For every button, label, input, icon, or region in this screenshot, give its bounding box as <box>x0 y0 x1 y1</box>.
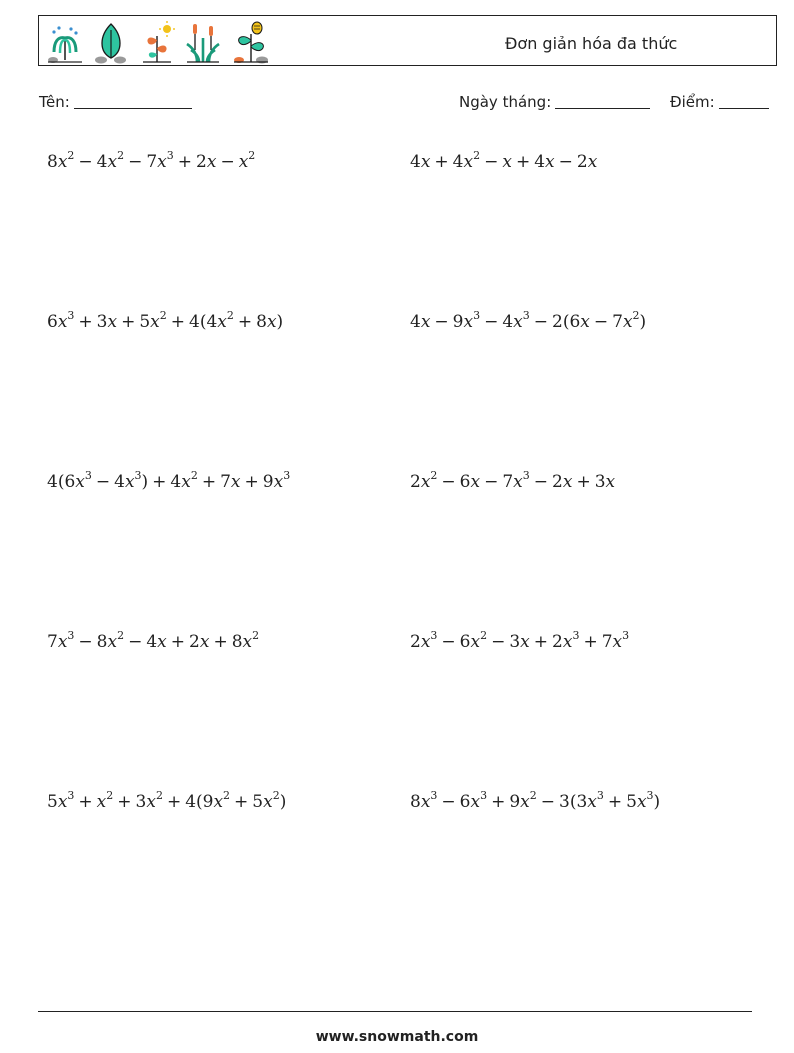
operator: + <box>170 312 186 332</box>
variable: x <box>513 312 523 332</box>
variable: x <box>266 312 277 332</box>
operator: − <box>434 312 449 332</box>
operator: − <box>441 792 456 812</box>
variable: x <box>146 792 156 812</box>
term-text: 6 <box>459 792 471 812</box>
variable: x <box>622 312 633 332</box>
exponent: 2 <box>632 309 640 322</box>
flower-sun-icon <box>137 20 177 64</box>
variable: x <box>107 312 118 332</box>
term-text: ) <box>276 312 284 332</box>
term-text: 4 <box>410 152 421 172</box>
score-label: Điểm: <box>670 93 715 111</box>
exponent: 3 <box>522 469 530 482</box>
variable: x <box>470 472 481 492</box>
variable: x <box>605 472 616 492</box>
date-label: Ngày tháng: <box>459 93 552 111</box>
term-text: ) <box>639 312 647 332</box>
term-text: 2 <box>189 632 200 652</box>
term-text: 4 <box>410 312 421 332</box>
footer-url[interactable]: www.snowmath.com <box>315 1029 479 1045</box>
variable: x <box>420 792 431 812</box>
variable: x <box>57 312 68 332</box>
problem-4 <box>410 309 647 332</box>
operator: + <box>121 312 136 332</box>
operator: + <box>170 632 186 652</box>
exponent: 2 <box>117 149 125 162</box>
variable: x <box>463 152 474 172</box>
operator: − <box>441 472 456 492</box>
operator: − <box>484 472 499 492</box>
problem-9 <box>47 789 287 812</box>
term-text: 8 <box>256 312 267 332</box>
problem-10 <box>410 789 661 812</box>
term-text: 6 <box>459 632 471 652</box>
exponent: 3 <box>480 789 488 802</box>
operator: + <box>213 632 228 652</box>
variable: x <box>520 632 530 652</box>
operator: − <box>533 312 549 332</box>
term-text: 7 <box>146 152 158 172</box>
variable: x <box>420 312 431 332</box>
operator: + <box>434 152 449 172</box>
variable: x <box>96 792 107 812</box>
operator: + <box>234 792 249 812</box>
worksheet-title: Đơn giản hóa đa thức <box>505 34 678 53</box>
variable: x <box>587 152 598 172</box>
term-text: 2 <box>410 472 421 492</box>
exponent: 2 <box>106 789 114 802</box>
operator: − <box>128 632 143 652</box>
flower-bud-icon <box>231 20 271 64</box>
exponent: 3 <box>430 629 438 642</box>
variable: x <box>57 152 68 172</box>
operator: + <box>576 472 591 492</box>
term-text: ) <box>279 792 287 812</box>
operator: − <box>593 312 609 332</box>
score-field <box>670 93 769 111</box>
variable: x <box>420 632 431 652</box>
variable: x <box>562 472 573 492</box>
term-text: 2 <box>552 632 563 652</box>
term-text: 4 <box>502 312 514 332</box>
exponent: 2 <box>226 309 234 322</box>
term-text: 3 <box>509 632 521 652</box>
variable: x <box>263 792 273 812</box>
variable: x <box>238 152 249 172</box>
term-text: 4 <box>96 152 108 172</box>
variable: x <box>217 312 227 332</box>
operator: + <box>152 472 167 492</box>
exponent: 3 <box>67 629 75 642</box>
footer-divider <box>38 1011 752 1012</box>
operator: − <box>220 152 235 172</box>
term-text: 2 <box>410 632 421 652</box>
variable: x <box>213 792 224 812</box>
operator: − <box>128 152 143 172</box>
term-text: 4(4 <box>189 312 218 332</box>
term-text: 9 <box>509 792 521 812</box>
variable: x <box>107 152 118 172</box>
exponent: 2 <box>190 469 198 482</box>
variable: x <box>57 792 68 812</box>
term-text: ) <box>653 792 661 812</box>
exponent: 3 <box>596 789 604 802</box>
operator: − <box>484 312 499 332</box>
exponent: 2 <box>430 469 438 482</box>
term-text: 3(3 <box>559 792 588 812</box>
exponent: 2 <box>155 789 163 802</box>
variable: x <box>57 632 68 652</box>
term-text: 3 <box>135 792 147 812</box>
cattail-plant-icon <box>183 20 223 64</box>
exponent: 3 <box>430 789 438 802</box>
term-text: 4 <box>452 152 464 172</box>
exponent: 3 <box>522 309 530 322</box>
exponent: 2 <box>223 789 231 802</box>
term-text: 7 <box>220 472 231 492</box>
variable: x <box>562 632 573 652</box>
worksheet-header <box>38 15 777 66</box>
term-text: 8 <box>47 152 58 172</box>
exponent: 3 <box>134 469 142 482</box>
exponent: 3 <box>67 309 75 322</box>
date-blank[interactable] <box>555 93 650 109</box>
exponent: 2 <box>252 629 260 642</box>
term-text: 2 <box>552 472 563 492</box>
exponent: 3 <box>166 149 174 162</box>
operator: + <box>78 792 93 812</box>
variable: x <box>470 632 481 652</box>
operator: + <box>607 792 623 812</box>
name-field <box>39 93 192 111</box>
variable: x <box>502 152 512 172</box>
date-field <box>459 93 650 111</box>
operator: − <box>95 472 111 492</box>
variable: x <box>206 152 217 172</box>
variable: x <box>580 312 590 332</box>
operator: + <box>583 632 598 652</box>
operator: + <box>201 472 217 492</box>
operator: + <box>177 152 193 172</box>
exponent: 3 <box>67 789 75 802</box>
operator: + <box>78 312 93 332</box>
exponent: 2 <box>473 149 481 162</box>
variable: x <box>470 792 481 812</box>
name-label: Tên: <box>39 93 70 111</box>
term-text: 7 <box>612 312 623 332</box>
exponent: 2 <box>117 629 125 642</box>
term-text: 6 <box>459 472 471 492</box>
willow-plant-icon <box>45 20 85 64</box>
term-text: 2 <box>196 152 207 172</box>
variable: x <box>513 472 523 492</box>
term-text: 2(6 <box>552 312 581 332</box>
variable: x <box>157 632 167 652</box>
operator: + <box>515 152 531 172</box>
exponent: 2 <box>67 149 75 162</box>
variable: x <box>587 792 597 812</box>
exponent: 2 <box>248 149 256 162</box>
variable: x <box>463 312 474 332</box>
problem-2 <box>410 149 598 172</box>
term-text: 4 <box>114 472 125 492</box>
variable: x <box>420 152 431 172</box>
name-blank[interactable] <box>74 93 192 109</box>
operator: − <box>540 792 556 812</box>
variable: x <box>124 472 135 492</box>
operator: + <box>491 792 506 812</box>
variable: x <box>230 472 241 492</box>
exponent: 2 <box>529 789 537 802</box>
operator: − <box>484 152 499 172</box>
term-text: 4 <box>146 632 158 652</box>
variable: x <box>636 792 647 812</box>
term-text: 6 <box>47 312 58 332</box>
variable: x <box>612 632 623 652</box>
term-text: 9 <box>262 472 274 492</box>
exponent: 3 <box>283 469 291 482</box>
problem-6 <box>410 469 616 492</box>
operator: − <box>491 632 506 652</box>
term-text: 8 <box>231 632 243 652</box>
operator: + <box>166 792 182 812</box>
term-text: 4 <box>170 472 182 492</box>
term-text: 5 <box>139 312 151 332</box>
exponent: 2 <box>159 309 167 322</box>
variable: x <box>420 472 431 492</box>
term-text: 4(6 <box>47 472 76 492</box>
problem-8 <box>410 629 630 652</box>
exponent: 2 <box>480 629 488 642</box>
variable: x <box>242 632 253 652</box>
problem-1 <box>47 149 256 172</box>
operator: − <box>78 632 93 652</box>
operator: + <box>117 792 132 812</box>
variable: x <box>107 632 118 652</box>
term-text: 5 <box>252 792 264 812</box>
exponent: 3 <box>622 629 630 642</box>
term-text: 5 <box>47 792 58 812</box>
variable: x <box>181 472 191 492</box>
leaf-icon <box>93 20 129 64</box>
operator: − <box>78 152 93 172</box>
exponent: 2 <box>272 789 280 802</box>
variable: x <box>199 632 210 652</box>
problem-3 <box>47 309 284 332</box>
term-text: 2 <box>576 152 588 172</box>
term-text: 7 <box>502 472 514 492</box>
term-text: 7 <box>47 632 58 652</box>
problem-5 <box>47 469 291 492</box>
variable: x <box>150 312 160 332</box>
term-text: 5 <box>626 792 637 812</box>
operator: + <box>244 472 259 492</box>
term-text: 8 <box>96 632 108 652</box>
variable: x <box>157 152 167 172</box>
term-text: 8 <box>410 792 421 812</box>
term-text: 9 <box>452 312 464 332</box>
operator: − <box>558 152 573 172</box>
operator: + <box>533 632 549 652</box>
variable: x <box>273 472 284 492</box>
term-text: ) <box>141 472 149 492</box>
score-blank[interactable] <box>719 93 769 109</box>
term-text: 3 <box>594 472 606 492</box>
exponent: 3 <box>646 789 654 802</box>
variable: x <box>520 792 530 812</box>
exponent: 3 <box>473 309 481 322</box>
term-text: 7 <box>601 632 613 652</box>
problem-7 <box>47 629 260 652</box>
term-text: 4 <box>534 152 546 172</box>
operator: − <box>441 632 456 652</box>
variable: x <box>75 472 85 492</box>
exponent: 3 <box>84 469 92 482</box>
operator: + <box>237 312 253 332</box>
variable: x <box>545 152 555 172</box>
operator: − <box>533 472 549 492</box>
term-text: 3 <box>96 312 108 332</box>
term-text: 4(9 <box>185 792 214 812</box>
exponent: 3 <box>572 629 580 642</box>
